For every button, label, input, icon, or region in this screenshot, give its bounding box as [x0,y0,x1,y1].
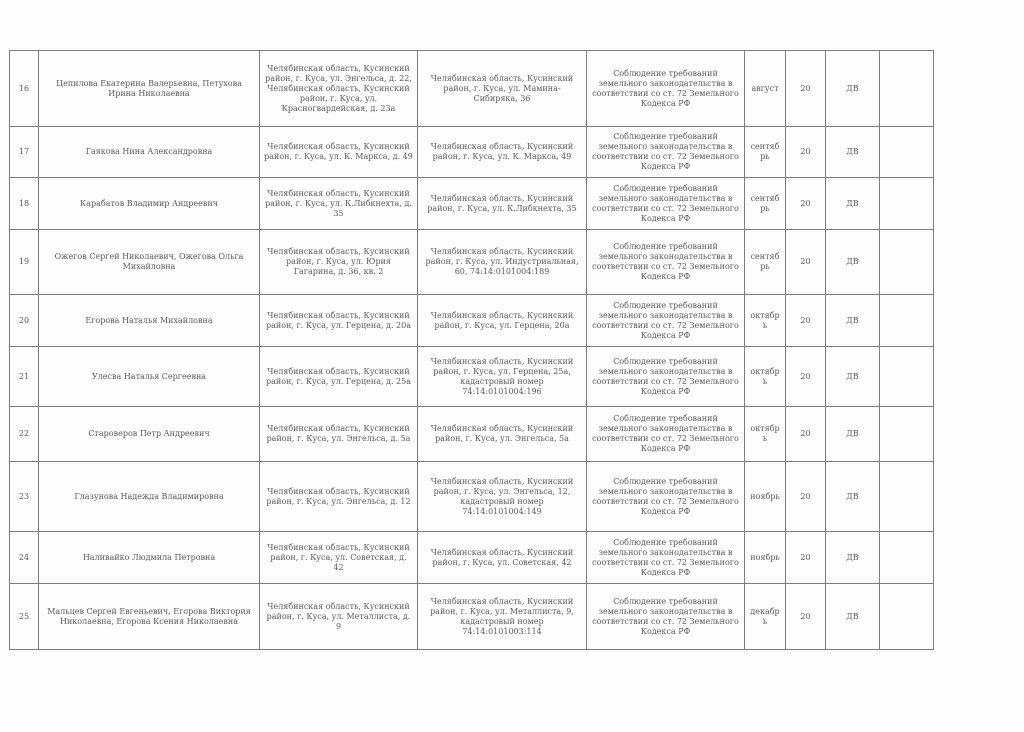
object-location-cell: Челябинская область, Кусинский район, г. Куса, ул. Энгельса, 5а [418,407,587,462]
inspection-type-cell: ДВ [826,584,880,650]
row-number-cell: 21 [10,347,39,407]
row-number-cell: 18 [10,178,39,230]
note-cell [880,347,934,407]
owner-name-cell: Карабатов Владимир Андреевич [39,178,260,230]
note-cell [880,462,934,532]
object-location-cell: Челябинская область, Кусинский район, г. Куса, ул. Энгельса, 12, кадастровый номер 74:14:0101004:149 [418,462,587,532]
inspection-plan-table [9,50,934,650]
owner-address-cell: Челябинская область, Кусинский район, г. Куса, ул. Энгельса, д. 22, Челябинская область, Кусинский район, г. Куса, ул. Красногвардейская, д. 23а [260,51,418,127]
table-row [10,51,934,127]
row-number-cell: 24 [10,532,39,584]
owner-address-cell: Челябинская область, Кусинский район, г. Куса, ул. К. Маркса, д. 49 [260,127,418,178]
table-row [10,178,934,230]
inspection-month-cell: сентябрь [745,230,786,295]
inspection-subject-cell: Соблюдение требований земельного законодательства в соответствии со ст. 72 Земельного Кодекса РФ [587,127,745,178]
row-number-cell: 16 [10,51,39,127]
inspection-month-cell: сентябрь [745,127,786,178]
table-row [10,230,934,295]
owner-name-cell: Наливайко Людмила Петровна [39,532,260,584]
row-number-cell: 20 [10,295,39,347]
table-row [10,407,934,462]
note-cell [880,584,934,650]
object-location-cell: Челябинская область, Кусинский район, г. Куса, ул. Индустриальная, 60, 74:14:0101004:189 [418,230,587,295]
owner-address-cell: Челябинская область, Кусинский район, г. Куса, ул. К.Либкнехта, д. 35 [260,178,418,230]
owner-address-cell: Челябинская область, Кусинский район, г. Куса, ул. Юрия Гагарина, д. 36, кв. 2 [260,230,418,295]
inspection-subject-cell: Соблюдение требований земельного законодательства в соответствии со ст. 72 Земельного Кодекса РФ [587,178,745,230]
inspection-type-cell: ДВ [826,407,880,462]
row-number-cell: 19 [10,230,39,295]
inspection-duration-cell: 20 [786,532,826,584]
object-location-cell: Челябинская область, Кусинский район, г. Куса, ул. Металлиста, 9, кадастровый номер 74:14:0101003:114 [418,584,587,650]
owner-name-cell: Егорова Наталья Михайловна [39,295,260,347]
note-cell [880,295,934,347]
inspection-month-cell: октябрь [745,295,786,347]
table-row [10,347,934,407]
object-location-cell: Челябинская область, Кусинский район, г. Куса, ул. К. Маркса, 49 [418,127,587,178]
owner-address-cell: Челябинская область, Кусинский район, г. Куса, ул. Герцена, д. 20а [260,295,418,347]
owner-name-cell: Улесва Наталья Сергеевна [39,347,260,407]
inspection-month-cell: сентябрь [745,178,786,230]
inspection-subject-cell: Соблюдение требований земельного законодательства в соответствии со ст. 72 Земельного Кодекса РФ [587,347,745,407]
object-location-cell: Челябинская область, Кусинский район, г. Куса, ул. Советская, 42 [418,532,587,584]
owner-name-cell: Гаякова Нина Александровна [39,127,260,178]
inspection-type-cell: ДВ [826,532,880,584]
note-cell [880,127,934,178]
owner-name-cell: Ожегов Сергей Николаевич, Ожегова Ольга Михайловна [39,230,260,295]
note-cell [880,178,934,230]
inspection-subject-cell: Соблюдение требований земельного законодательства в соответствии со ст. 72 Земельного Кодекса РФ [587,51,745,127]
inspection-subject-cell: Соблюдение требований земельного законодательства в соответствии со ст. 72 Земельного Кодекса РФ [587,407,745,462]
object-location-cell: Челябинская область, Кусинский район, г. Куса, ул. Мамина-Сибиряка, 36 [418,51,587,127]
table-row [10,295,934,347]
row-number-cell: 25 [10,584,39,650]
inspection-month-cell: ноябрь [745,462,786,532]
inspection-month-cell: ноябрь [745,532,786,584]
note-cell [880,230,934,295]
owner-address-cell: Челябинская область, Кусинский район, г. Куса, ул. Герцена, д. 25а [260,347,418,407]
inspection-type-cell: ДВ [826,462,880,532]
owner-address-cell: Челябинская область, Кусинский район, г. Куса, ул. Энгельса, д. 12 [260,462,418,532]
object-location-cell: Челябинская область, Кусинский район, г. Куса, ул. Герцена, 25а, кадастровый номер 74:14:0101004:196 [418,347,587,407]
table-row [10,462,934,532]
inspection-duration-cell: 20 [786,295,826,347]
inspection-duration-cell: 20 [786,584,826,650]
inspection-duration-cell: 20 [786,462,826,532]
owner-name-cell: Цепилова Екатерина Валерьевна, Петухова Ирина Николаевна [39,51,260,127]
inspection-subject-cell: Соблюдение требований земельного законодательства в соответствии со ст. 72 Земельного Кодекса РФ [587,230,745,295]
table-row [10,584,934,650]
inspection-type-cell: ДВ [826,178,880,230]
row-number-cell: 23 [10,462,39,532]
table-row [10,127,934,178]
object-location-cell: Челябинская область, Кусинский район, г. Куса, ул. Герцена, 20а [418,295,587,347]
table-body [10,51,934,650]
inspection-subject-cell: Соблюдение требований земельного законодательства в соответствии со ст. 72 Земельного Кодекса РФ [587,295,745,347]
owner-address-cell: Челябинская область, Кусинский район, г. Куса, ул. Советская, д. 42 [260,532,418,584]
table-row [10,532,934,584]
inspection-duration-cell: 20 [786,347,826,407]
inspection-month-cell: август [745,51,786,127]
inspection-duration-cell: 20 [786,51,826,127]
note-cell [880,532,934,584]
note-cell [880,51,934,127]
inspection-type-cell: ДВ [826,230,880,295]
note-cell [880,407,934,462]
owner-name-cell: Староверов Петр Андреевич [39,407,260,462]
inspection-duration-cell: 20 [786,230,826,295]
inspection-duration-cell: 20 [786,178,826,230]
inspection-month-cell: декабрь [745,584,786,650]
inspection-duration-cell: 20 [786,407,826,462]
inspection-type-cell: ДВ [826,127,880,178]
inspection-type-cell: ДВ [826,295,880,347]
owner-name-cell: Мальцев Сергей Евгеньевич, Егорова Виктория Николаевна, Егорова Ксения Николаевна [39,584,260,650]
inspection-type-cell: ДВ [826,51,880,127]
inspection-duration-cell: 20 [786,127,826,178]
inspection-month-cell: октябрь [745,347,786,407]
object-location-cell: Челябинская область, Кусинский район, г. Куса, ул. К.Либкнехта, 35 [418,178,587,230]
owner-name-cell: Глазунова Надежда Владимировна [39,462,260,532]
inspection-type-cell: ДВ [826,347,880,407]
row-number-cell: 17 [10,127,39,178]
inspection-subject-cell: Соблюдение требований земельного законодательства в соответствии со ст. 72 Земельного Кодекса РФ [587,584,745,650]
inspection-month-cell: октябрь [745,407,786,462]
row-number-cell: 22 [10,407,39,462]
owner-address-cell: Челябинская область, Кусинский район, г. Куса, ул. Металлиста, д. 9 [260,584,418,650]
inspection-subject-cell: Соблюдение требований земельного законодательства в соответствии со ст. 72 Земельного Кодекса РФ [587,462,745,532]
inspection-subject-cell: Соблюдение требований земельного законодательства в соответствии со ст. 72 Земельного Кодекса РФ [587,532,745,584]
owner-address-cell: Челябинская область, Кусинский район, г. Куса, ул. Энгельса, д. 5а [260,407,418,462]
